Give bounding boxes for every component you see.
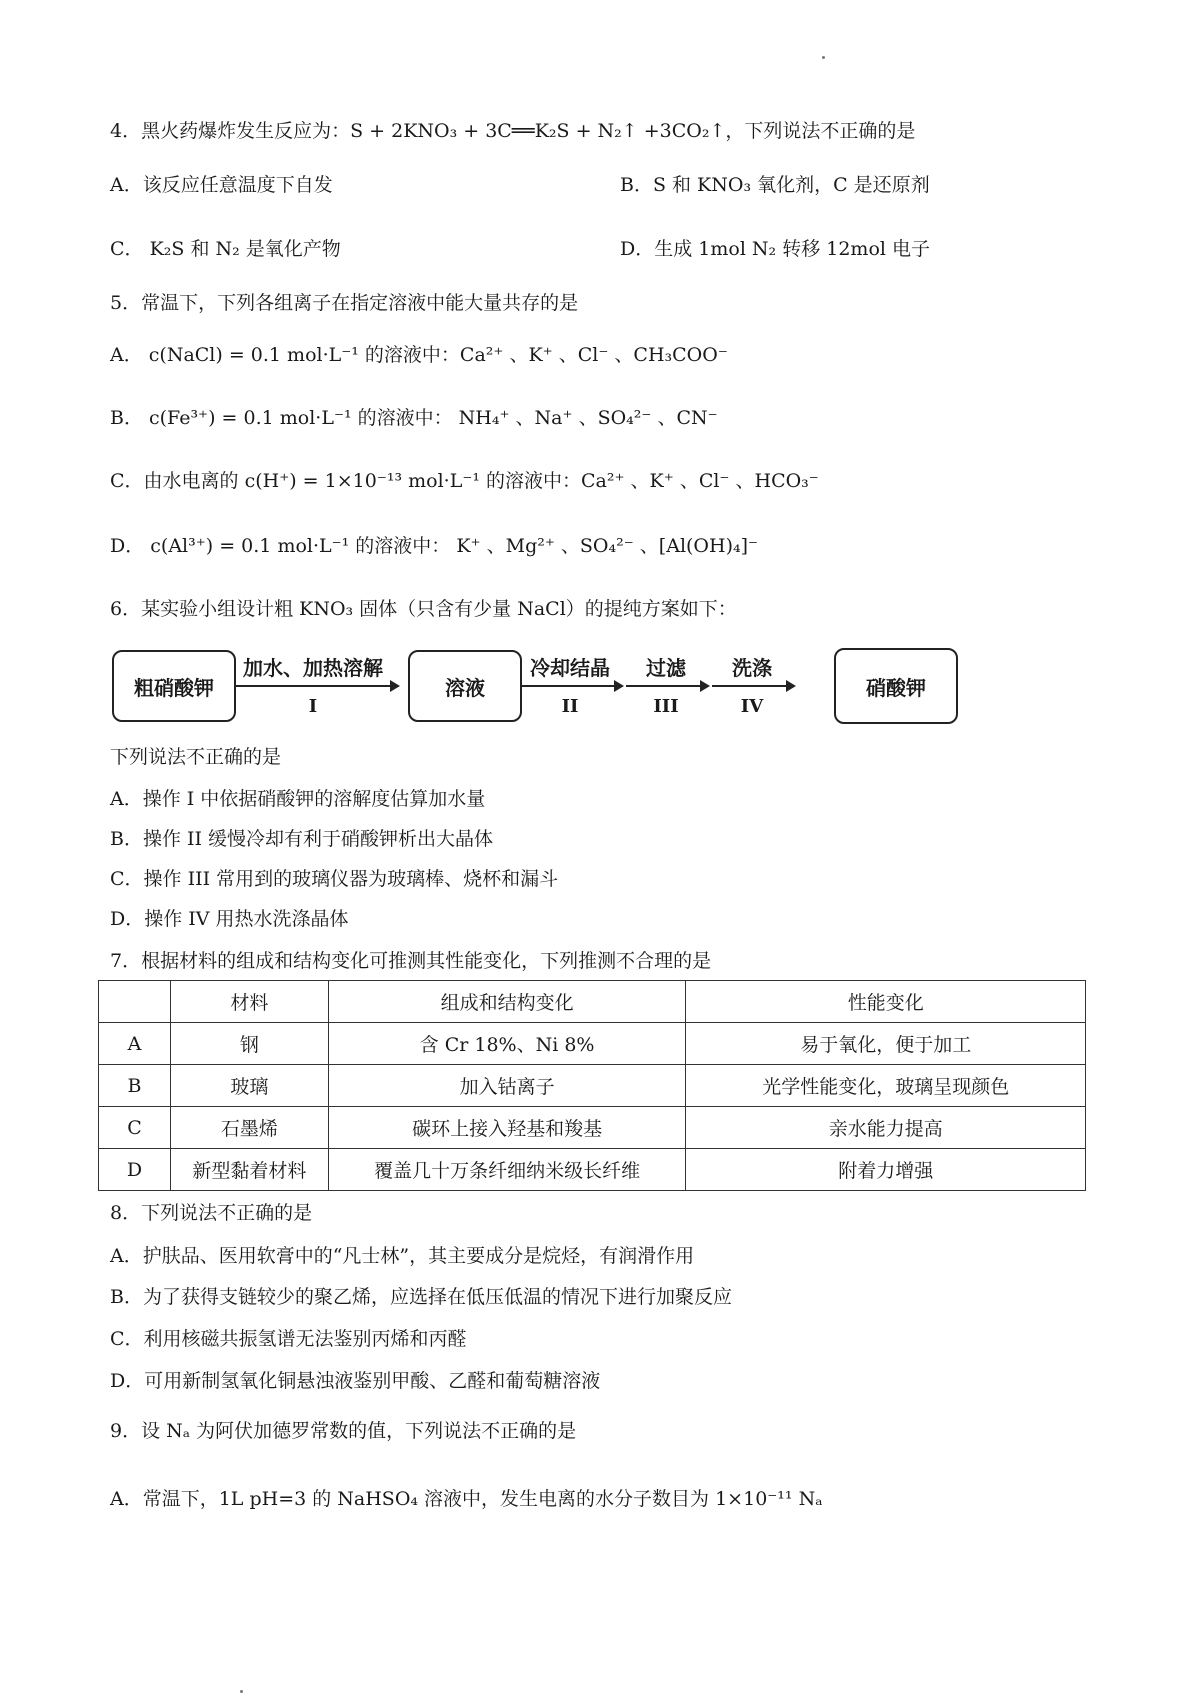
table-cell: 含 Cr 18%、Ni 8% xyxy=(328,1023,686,1065)
q4-option-b: B．S 和 KNO₃ 氧化剂，C 是还原剂 xyxy=(620,174,930,196)
q9-option-a: A．常温下，1L pH=3 的 NaHSO₄ 溶液中，发生电离的水分子数目为 1×10⁻¹¹ Nₐ xyxy=(110,1488,823,1510)
flow-arrow-3 xyxy=(626,685,708,687)
flow-arrow-4 xyxy=(712,685,794,687)
table-cell: C xyxy=(99,1107,171,1149)
flow-step1-label: 加水、加热溶解 xyxy=(243,656,383,680)
q4-equation: S + 2KNO₃ + 3C══K₂S + N₂↑ +3CO₂↑ xyxy=(350,120,726,142)
flow-step1-number: I xyxy=(308,696,318,717)
q8-option-b: B．为了获得支链较少的聚乙烯，应选择在低压低温的情况下进行加聚反应 xyxy=(110,1286,732,1308)
flow-arrow-2 xyxy=(522,685,622,687)
q6-option-a: A．操作 I 中依据硝酸钾的溶解度估算加水量 xyxy=(110,788,486,810)
q4-stem-suffix: ，下列说法不正确的是 xyxy=(725,120,916,142)
q4-stem xyxy=(110,118,915,144)
q5-option-d: D． c(Al³⁺) = 0.1 mol·L⁻¹ 的溶液中： K⁺ 、Mg²⁺ 、SO₄²⁻ 、[Al(OH)₄]⁻ xyxy=(110,535,759,557)
table-header-cell: 性能变化 xyxy=(686,981,1086,1023)
q5-option-c: C．由水电离的 c(H⁺) = 1×10⁻¹³ mol·L⁻¹ 的溶液中：Ca²⁺ 、K⁺ 、Cl⁻ 、HCO₃⁻ xyxy=(110,470,819,492)
scan-speck-bottom xyxy=(240,1690,243,1693)
flow-box-solution: 溶液 xyxy=(408,650,522,722)
table-cell: 新型黏着材料 xyxy=(170,1149,328,1191)
table-header-cell: 组成和结构变化 xyxy=(328,981,686,1023)
table-cell: 加入钴离子 xyxy=(328,1065,686,1107)
q7-stem: 7．根据材料的组成和结构变化可推测其性能变化，下列推测不合理的是 xyxy=(110,950,712,972)
q6-prompt: 下列说法不正确的是 xyxy=(110,746,282,768)
table-cell: 光学性能变化，玻璃呈现颜色 xyxy=(686,1065,1086,1107)
q4-option-d: D．生成 1mol N₂ 转移 12mol 电子 xyxy=(620,238,931,260)
flow-step2-number: II xyxy=(561,696,579,717)
q9-stem: 9．设 Nₐ 为阿伏加德罗常数的值，下列说法不正确的是 xyxy=(110,1420,577,1442)
table-cell: 石墨烯 xyxy=(170,1107,328,1149)
table-cell: 易于氧化，便于加工 xyxy=(686,1023,1086,1065)
table-row xyxy=(99,1023,1086,1065)
flow-step2-label: 冷却结晶 xyxy=(530,656,610,680)
q4-stem-prefix: 4．黑火药爆炸发生反应为： xyxy=(110,120,351,142)
flow-arrow-1 xyxy=(236,685,398,687)
table-header-cell xyxy=(99,981,171,1023)
table-row xyxy=(99,1149,1086,1191)
table-cell: 碳环上接入羟基和羧基 xyxy=(328,1107,686,1149)
materials-table xyxy=(98,980,1086,1191)
table-header-row xyxy=(99,981,1086,1023)
table-cell: 玻璃 xyxy=(170,1065,328,1107)
q6-stem: 6．某实验小组设计粗 KNO₃ 固体（只含有少量 NaCl）的提纯方案如下： xyxy=(110,598,737,620)
flow-box-pure-kno3: 硝酸钾 xyxy=(834,648,958,724)
table-cell: 覆盖几十万条纤细纳米级长纤维 xyxy=(328,1149,686,1191)
q6-option-b: B．操作 II 缓慢冷却有利于硝酸钾析出大晶体 xyxy=(110,828,494,850)
flow-step4-label: 洗涤 xyxy=(732,656,772,680)
q8-option-d: D．可用新制氢氧化铜悬浊液鉴别甲酸、乙醛和葡萄糖溶液 xyxy=(110,1370,601,1392)
table-cell: 钢 xyxy=(170,1023,328,1065)
flow-step3-number: III xyxy=(653,696,679,717)
table-cell: D xyxy=(99,1149,171,1191)
purification-flowchart xyxy=(110,644,960,734)
q4-option-a: A．该反应任意温度下自发 xyxy=(110,174,333,196)
q5-option-b: B． c(Fe³⁺) = 0.1 mol·L⁻¹ 的溶液中： NH₄⁺ 、Na⁺ 、SO₄²⁻ 、CN⁻ xyxy=(110,407,718,429)
q8-stem: 8．下列说法不正确的是 xyxy=(110,1202,313,1224)
table-cell: 附着力增强 xyxy=(686,1149,1086,1191)
q6-option-d: D．操作 IV 用热水洗涤晶体 xyxy=(110,908,349,930)
table-header-cell: 材料 xyxy=(170,981,328,1023)
q6-option-c: C．操作 III 常用到的玻璃仪器为玻璃棒、烧杯和漏斗 xyxy=(110,868,559,890)
flow-step4-number: IV xyxy=(740,696,764,717)
table-cell: A xyxy=(99,1023,171,1065)
q8-option-c: C．利用核磁共振氢谱无法鉴别丙烯和丙醛 xyxy=(110,1328,467,1350)
scan-speck-top xyxy=(822,56,825,59)
q4-option-c: C． K₂S 和 N₂ 是氧化产物 xyxy=(110,238,341,260)
q5-option-a: A． c(NaCl) = 0.1 mol·L⁻¹ 的溶液中：Ca²⁺ 、K⁺ 、Cl⁻ 、CH₃COO⁻ xyxy=(110,344,728,366)
table-cell: 亲水能力提高 xyxy=(686,1107,1086,1149)
table-row xyxy=(99,1107,1086,1149)
flow-box-crude-kno3: 粗硝酸钾 xyxy=(112,650,236,722)
q8-option-a: A．护肤品、医用软膏中的“凡士林”，其主要成分是烷烃，有润滑作用 xyxy=(110,1245,695,1267)
table-row xyxy=(99,1065,1086,1107)
q5-stem: 5．常温下，下列各组离子在指定溶液中能大量共存的是 xyxy=(110,292,579,314)
flow-step3-label: 过滤 xyxy=(646,656,686,680)
table-cell: B xyxy=(99,1065,171,1107)
